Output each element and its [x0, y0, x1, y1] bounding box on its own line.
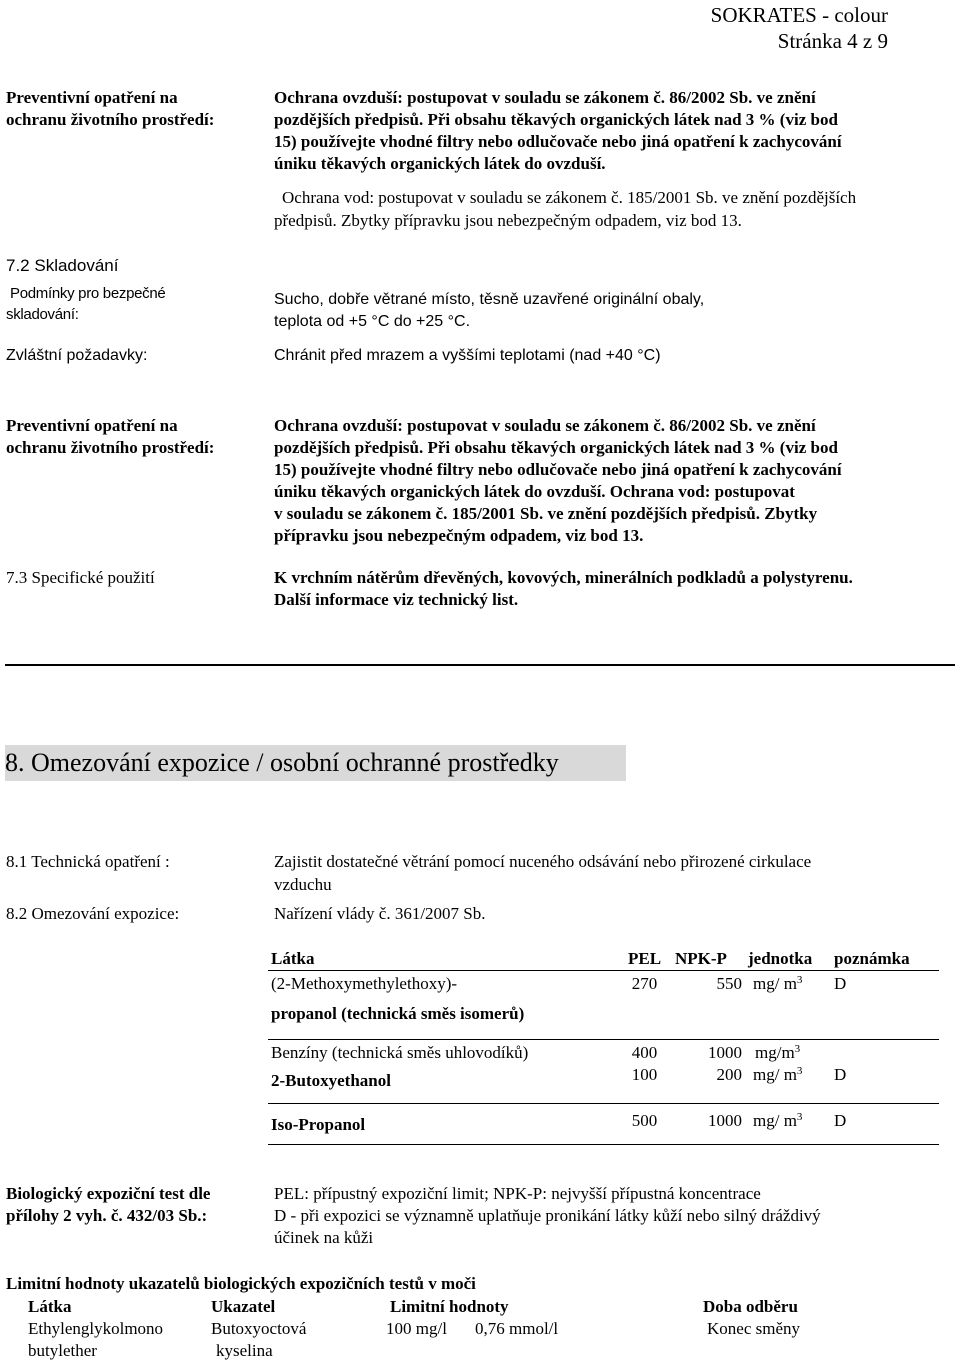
special-requirements: Chránit před mrazem a vyššími teplotami (nad +40 °C) — [274, 347, 661, 364]
col-header-npk: NPK-P — [672, 946, 745, 971]
sec-b-line-2: pozdějších předpisů. Při obsahu těkavých organických látek nad 3 % (viz bod — [274, 438, 838, 457]
table-row — [268, 1064, 939, 1092]
bio-test-text-2: D - při expozici se významně uplatňuje pronikání látky kůží nebo silný dráždivý — [274, 1206, 821, 1225]
npk-cell: 1000 — [708, 1111, 742, 1130]
document-title: SOKRATES - colour — [710, 3, 888, 27]
sec-a-air-4: úniku těkavých organických látek do ovzduší. — [274, 154, 606, 173]
npk-cell: 1000 — [708, 1042, 742, 1062]
unit-exponent: 3 — [796, 1064, 803, 1077]
substance-cell: Benzíny (technická směs uhlovodíků) — [271, 1042, 529, 1062]
bio-test-text-3: účinek na kůži — [274, 1228, 374, 1247]
bio-test-text-1: PEL: přípustný expoziční limit; NPK-P: nejvyšší přípustná koncentrace — [274, 1184, 761, 1203]
bio-substance-2: butylether — [28, 1341, 97, 1360]
sec-a-label-2: ochranu životního prostředí: — [6, 110, 215, 129]
col-header-substance: Látka — [268, 946, 617, 971]
unit-cell — [745, 1064, 831, 1092]
unit-text: mg/m — [755, 1042, 795, 1062]
bio-limits-title: Limitní hodnoty ukazatelů biologických expozičních testů v moči — [6, 1274, 476, 1293]
bio-limit-2: 0,76 mmol/l — [475, 1319, 559, 1338]
substance-cell: 2-Butoxyethanol — [271, 1070, 391, 1090]
sec-a-air-2: pozdějších předpisů. Při obsahu těkavých organických látek nad 3 % (viz bod — [274, 110, 838, 129]
npk-cell: 200 — [716, 1064, 742, 1084]
substance-name-line-1: (2-Methoxymethylethoxy)- — [271, 974, 458, 993]
storage-conditions-label-2: skladování: — [6, 306, 79, 323]
sec-b-line-3: 15) používejte vhodné filtry nebo odlučovače nebo jiná opatření k zachycování — [274, 460, 842, 479]
exposure-control-value: Nařízení vlády č. 361/2007 Sb. — [274, 904, 486, 923]
unit-text: mg/ m — [753, 1111, 797, 1130]
unit-cell — [745, 1104, 831, 1137]
substance-cell — [268, 971, 617, 1026]
sec-a-air-3: 15) používejte vhodné filtry nebo odlučovače nebo jiná opatření k zachycování — [274, 132, 842, 151]
unit-text: mg/ m — [753, 974, 797, 993]
sec-b-line-5: v souladu se zákonem č. 185/2001 Sb. ve znění pozdějších předpisů. Zbytky — [274, 504, 818, 523]
note-cell: D — [834, 1064, 847, 1084]
npk-cell: 550 — [716, 974, 742, 993]
section-divider — [5, 664, 955, 666]
bio-col-header-substance: Látka — [28, 1297, 72, 1316]
sec-a-water-2: předpisů. Zbytky přípravku jsou nebezpečným odpadem, viz bod 13. — [274, 211, 742, 230]
col-header-unit: jednotka — [745, 946, 831, 971]
storage-conditions-2: teplota od +5 °C do +25 °C. — [274, 313, 471, 330]
pel-cell: 400 — [631, 1042, 658, 1062]
bio-col-header-limit: Limitní hodnoty — [390, 1297, 509, 1316]
note-cell — [831, 1039, 939, 1064]
table-spacer — [268, 1136, 939, 1144]
unit-cell — [745, 1039, 831, 1064]
section-7-3-title: 7.3 Specifické použití — [6, 568, 155, 587]
table-spacer — [268, 1025, 939, 1039]
bio-sampling-time: Konec směny — [707, 1319, 801, 1338]
storage-conditions-1: Sucho, dobře větrané místo, těsně uzavřené originální obaly, — [274, 291, 705, 308]
specific-use-2: Další informace viz technický list. — [274, 590, 519, 609]
sec-a-air-1: Ochrana ovzduší: postupovat v souladu se zákonem č. 86/2002 Sb. ve znění — [274, 88, 816, 107]
technical-measures-label: 8.1 Technická opatření : — [6, 852, 170, 871]
exposure-limits-table — [268, 946, 939, 1145]
sec-b-line-1: Ochrana ovzduší: postupovat v souladu se zákonem č. 86/2002 Sb. ve znění — [274, 416, 816, 435]
page-number: Stránka 4 z 9 — [777, 29, 888, 53]
bio-indicator-2: kyselina — [216, 1341, 273, 1360]
sec-b-line-6: přípravku jsou nebezpečným odpadem, viz bod 13. — [274, 526, 644, 545]
technical-measures-1: Zajistit dostatečné větrání pomocí nuceného odsávání nebo přirozené cirkulace — [274, 852, 812, 871]
table-row — [268, 1039, 939, 1064]
table-spacer — [268, 1092, 939, 1104]
pel-cell: 100 — [631, 1064, 658, 1084]
bio-col-header-time: Doba odběru — [703, 1297, 798, 1316]
bio-indicator-1: Butoxyoctová — [211, 1319, 307, 1338]
sec-b-label-1: Preventivní opatření na — [6, 416, 178, 435]
bio-test-label-1: Biologický expoziční test dle — [6, 1184, 211, 1203]
table-header-row — [268, 946, 939, 971]
exposure-control-label: 8.2 Omezování expozice: — [6, 904, 180, 923]
note-cell: D — [834, 974, 847, 993]
unit-text: mg/ m — [753, 1064, 797, 1084]
unit-exponent: 3 — [796, 974, 803, 986]
section-8-heading: 8. Omezování expozice / osobní ochranné prostředky — [5, 745, 626, 781]
section-7-2-title: 7.2 Skladování — [6, 256, 119, 275]
col-header-pel: PEL — [617, 946, 672, 971]
substance-name-line-2: propanol (technická směs isomerů) — [271, 1004, 525, 1023]
sec-b-line-4: úniku těkavých organických látek do ovzduší. Ochrana vod: postupovat — [274, 482, 795, 501]
special-requirements-label: Zvláštní požadavky: — [6, 347, 148, 364]
bio-col-header-indicator: Ukazatel — [211, 1297, 276, 1316]
bio-test-label-2: přílohy 2 vyh. č. 432/03 Sb.: — [6, 1206, 208, 1225]
col-header-note: poznámka — [831, 946, 939, 971]
bio-substance-1: Ethylenglykolmono — [28, 1319, 164, 1338]
pel-cell: 500 — [631, 1111, 658, 1130]
specific-use-1: K vrchním nátěrům dřevěných, kovových, minerálních podkladů a polystyrenu. — [274, 568, 853, 587]
substance-cell: Iso-Propanol — [271, 1115, 366, 1134]
sec-a-water-1: Ochrana vod: postupovat v souladu se zákonem č. 185/2001 Sb. ve znění pozdějších — [282, 188, 857, 207]
note-cell: D — [834, 1111, 847, 1130]
unit-exponent: 3 — [796, 1111, 803, 1123]
pel-cell: 270 — [631, 974, 658, 993]
table-row — [268, 1104, 939, 1137]
storage-conditions-label-1: Podmínky pro bezpečné — [10, 285, 166, 302]
bio-limit-1: 100 mg/l — [386, 1319, 447, 1338]
unit-exponent: 3 — [794, 1042, 801, 1055]
sec-b-label-2: ochranu životního prostředí: — [6, 438, 215, 457]
sec-a-label-1: Preventivní opatření na — [6, 88, 178, 107]
table-row — [268, 971, 939, 1026]
technical-measures-2: vzduchu — [274, 875, 332, 894]
unit-cell — [745, 971, 831, 1026]
